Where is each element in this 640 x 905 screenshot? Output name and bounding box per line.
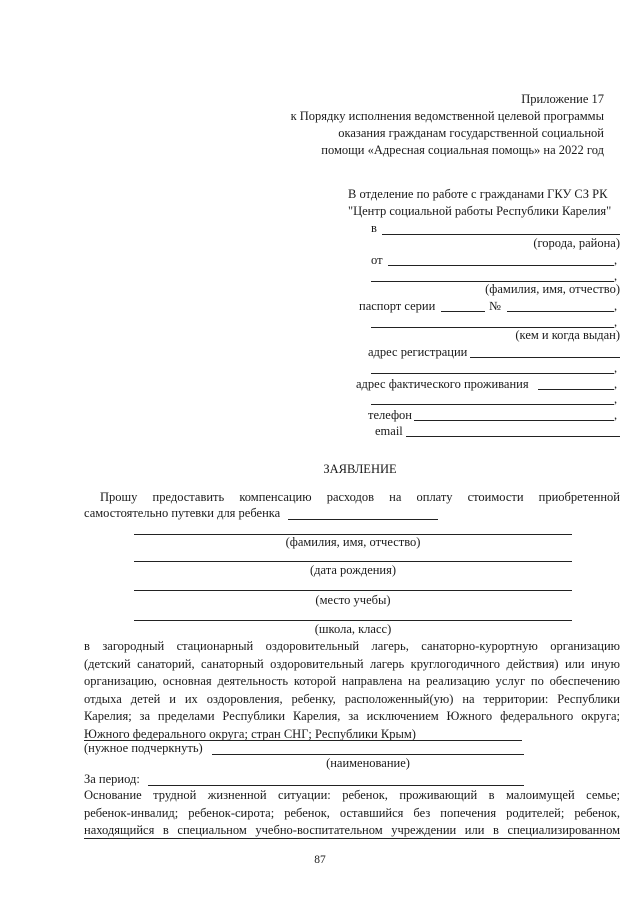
appendix-number: Приложение 17 — [521, 92, 604, 106]
email-label: email — [375, 424, 403, 438]
comma: , — [614, 377, 618, 391]
from-field[interactable] — [388, 265, 614, 266]
basis-line: Основание трудной жизненной ситуации: ребенок, проживающий в малоимущей семье; — [84, 788, 620, 802]
registration-field-2[interactable] — [371, 373, 614, 374]
city-label: в — [371, 221, 377, 235]
comma: , — [614, 315, 618, 329]
page-number: 87 — [314, 854, 326, 866]
city-caption: (города, района) — [533, 236, 620, 250]
camp-line: (детский санаторий, санаторный оздоровительный лагерь круглогодичного действия) или иную — [84, 656, 620, 671]
addressee-line-1: В отделение по работе с гражданами ГКУ СЗ РК — [348, 187, 608, 201]
registration-label: адрес регистрации — [368, 345, 468, 359]
passport-label: паспорт серии — [359, 299, 436, 313]
page-bottom-rule — [84, 838, 620, 839]
basis-paragraph — [84, 787, 620, 840]
child-school-field[interactable] — [134, 620, 572, 621]
camp-line: Южного федерального округа; стран СНГ; Республики Крым) — [84, 726, 416, 741]
organization-name-field[interactable] — [212, 754, 524, 755]
child-study-field[interactable] — [134, 590, 572, 591]
child-field[interactable] — [288, 519, 438, 520]
camp-line: отдыха детей и их оздоровления, ребенку, расположенный(ую) на территории: Республики — [84, 691, 620, 706]
actual-address-field-2[interactable] — [371, 404, 614, 405]
camp-paragraph — [84, 638, 620, 744]
period-label: За период: — [84, 772, 140, 786]
passport-series-field[interactable] — [441, 311, 485, 312]
camp-line: в загородный стационарный оздоровительный лагерь, санаторно-курортную организацию — [84, 639, 620, 653]
period-field[interactable] — [148, 785, 524, 786]
actual-address-label: адрес фактического проживания — [356, 377, 529, 391]
camp-line: Карелия; за пределами Республики Карелия, за исключением Южного федерального округа; — [84, 709, 620, 724]
appendix-line-3: оказания гражданам государственной социальной — [338, 126, 604, 140]
study-caption: (место учебы) — [315, 593, 391, 607]
email-field[interactable] — [406, 436, 620, 437]
name-caption: (наименование) — [326, 756, 410, 770]
camp-line: организацию, основная деятельность которой направлена на реализацию услуг по обеспечению — [84, 674, 620, 689]
child-fio-caption: (фамилия, имя, отчество) — [285, 535, 421, 549]
request-line-1: Прошу предоставить компенсацию расходов на оплату стоимости приобретенной — [100, 490, 620, 504]
comma: , — [614, 269, 618, 283]
comma: , — [614, 361, 618, 375]
document-title: ЗАЯВЛЕНИЕ — [323, 462, 397, 476]
appendix-line-4: помощи «Адресная социальная помощь» на 2022 год — [321, 143, 604, 157]
basis-line: ребенок-инвалид; ребенок-сирота; ребенок, оставшийся без попечения родителей; ребенок, — [84, 805, 620, 820]
child-birth-field[interactable] — [134, 561, 572, 562]
basis-line: находящийся в специальном учебно-воспитательном учреждении или в специализированном — [84, 823, 620, 838]
request-line-2: самостоятельно путевки для ребенка — [84, 506, 281, 520]
passport-number-field[interactable] — [507, 311, 614, 312]
underline-note: (нужное подчеркнуть) — [84, 741, 203, 755]
birth-caption: (дата рождения) — [309, 563, 397, 577]
city-field[interactable] — [382, 234, 620, 235]
appendix-line-2: к Порядку исполнения ведомственной целевой программы — [290, 109, 604, 123]
actual-address-field[interactable] — [538, 389, 614, 390]
comma: , — [614, 253, 618, 267]
passport-no-label: № — [489, 299, 501, 313]
applicant-fio-caption: (фамилия, имя, отчество) — [485, 282, 620, 296]
comma: , — [614, 408, 618, 422]
issued-caption: (кем и когда выдан) — [515, 328, 620, 342]
registration-field[interactable] — [470, 357, 620, 358]
addressee-line-2: "Центр социальной работы Республики Карелия" — [348, 204, 612, 218]
comma: , — [614, 392, 618, 406]
from-label: от — [371, 253, 383, 267]
school-caption: (школа, класс) — [314, 622, 392, 636]
phone-label: телефон — [368, 408, 412, 422]
comma: , — [614, 299, 618, 313]
phone-field[interactable] — [414, 420, 614, 421]
request-paragraph — [84, 489, 620, 507]
